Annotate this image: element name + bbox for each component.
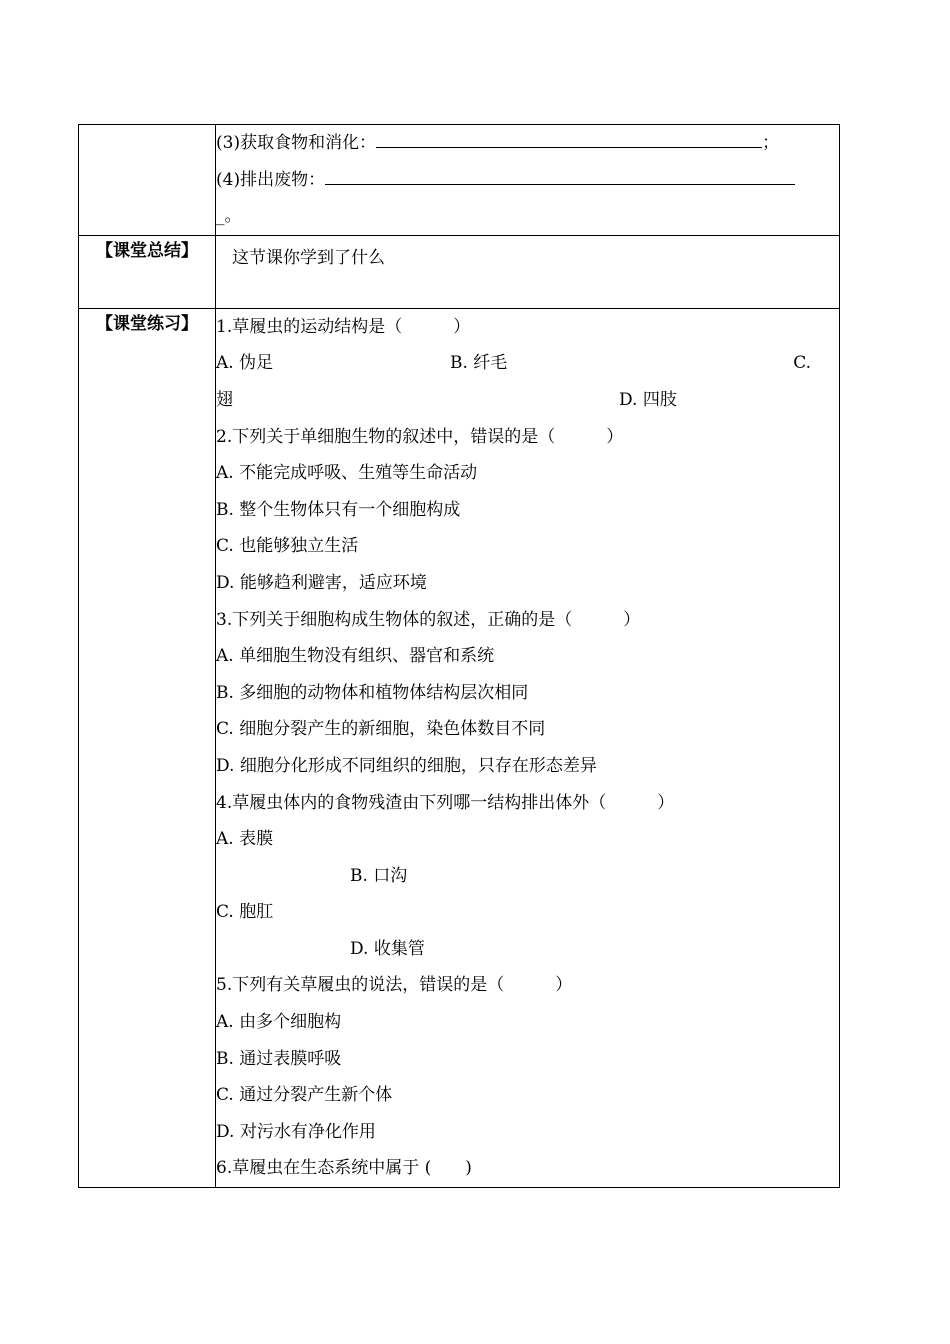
fill-blank-4[interactable] [325, 162, 795, 185]
question-3-option-c: C. 细胞分裂产生的新细胞，染色体数目不同 [216, 719, 546, 740]
question-4-stem: 4.草履虫体内的食物残渣由下列哪一结构排出体外（ ） [216, 792, 675, 813]
question-2-option-b: B. 整个生物体只有一个细胞构成 [216, 499, 461, 520]
item-4-tail: _。 [216, 206, 242, 227]
question-5-option-a: A. 由多个细胞构 [216, 1012, 342, 1033]
practice-label: 【课堂练习】 [79, 308, 216, 1187]
fill-blank-3[interactable] [376, 125, 762, 148]
question-1-option-b: B. 纤毛 [450, 353, 508, 374]
question-5-option-d: D. 对污水有净化作用 [216, 1121, 376, 1142]
question-4-option-c: C. 胞肛 [216, 902, 274, 923]
question-1-options-row-1 [216, 345, 839, 382]
row-summary [79, 235, 840, 308]
worksheet-table [78, 124, 840, 1188]
row-continuation [79, 125, 840, 236]
question-2-option-c: C. 也能够独立生活 [216, 536, 359, 557]
question-3-stem: 3.下列关于细胞构成生物体的叙述，正确的是（ ） [216, 609, 641, 630]
question-4-option-d: D. 收集管 [350, 938, 425, 959]
question-1-option-d: D. 四肢 [619, 389, 677, 410]
question-1-options-row-2 [216, 382, 839, 419]
blank-line-item-4-tail [216, 198, 839, 235]
blank-line-item-3 [216, 125, 839, 162]
question-6-stem: 6.草履虫在生态系统中属于 ( ) [216, 1158, 472, 1179]
question-1-stem: 1.草履虫的运动结构是（ ） [216, 316, 471, 337]
question-3-option-a: A. 单细胞生物没有组织、器官和系统 [216, 646, 495, 667]
row-continuation-label [79, 125, 216, 236]
blank-line-item-4 [216, 162, 839, 199]
question-2-stem: 2.下列关于单细胞生物的叙述中，错误的是（ ） [216, 426, 624, 447]
question-4-option-b: B. 口沟 [350, 865, 408, 886]
summary-label: 【课堂总结】 [79, 235, 216, 308]
question-5-option-b: B. 通过表膜呼吸 [216, 1048, 342, 1069]
worksheet [78, 124, 840, 1188]
row-continuation-content [216, 125, 840, 236]
question-3-option-b: B. 多细胞的动物体和植物体结构层次相同 [216, 682, 529, 703]
summary-content [216, 235, 840, 308]
question-2-option-a: A. 不能完成呼吸、生殖等生命活动 [216, 463, 478, 484]
question-5-stem: 5.下列有关草履虫的说法，错误的是（ ） [216, 975, 573, 996]
question-4-option-a: A. 表膜 [216, 829, 274, 850]
item-3-suffix: ； [762, 133, 780, 153]
question-1-option-a: A. 伪足 [216, 353, 274, 374]
question-2-option-d: D. 能够趋利避害，适应环境 [216, 572, 427, 593]
question-1-option-c-end: 翅 [216, 389, 233, 410]
question-5-option-c: C. 通过分裂产生新个体 [216, 1085, 393, 1106]
item-3-prefix: (3)获取食物和消化： [216, 133, 377, 153]
question-3-option-d: D. 细胞分化形成不同组织的细胞，只存在形态差异 [216, 755, 597, 776]
row-practice [79, 308, 840, 1187]
summary-text: 这节课你学到了什么 [232, 247, 385, 268]
practice-content [216, 308, 840, 1187]
question-1-option-c-start: C. [793, 353, 811, 374]
item-4-prefix: (4)排出废物： [216, 169, 326, 190]
